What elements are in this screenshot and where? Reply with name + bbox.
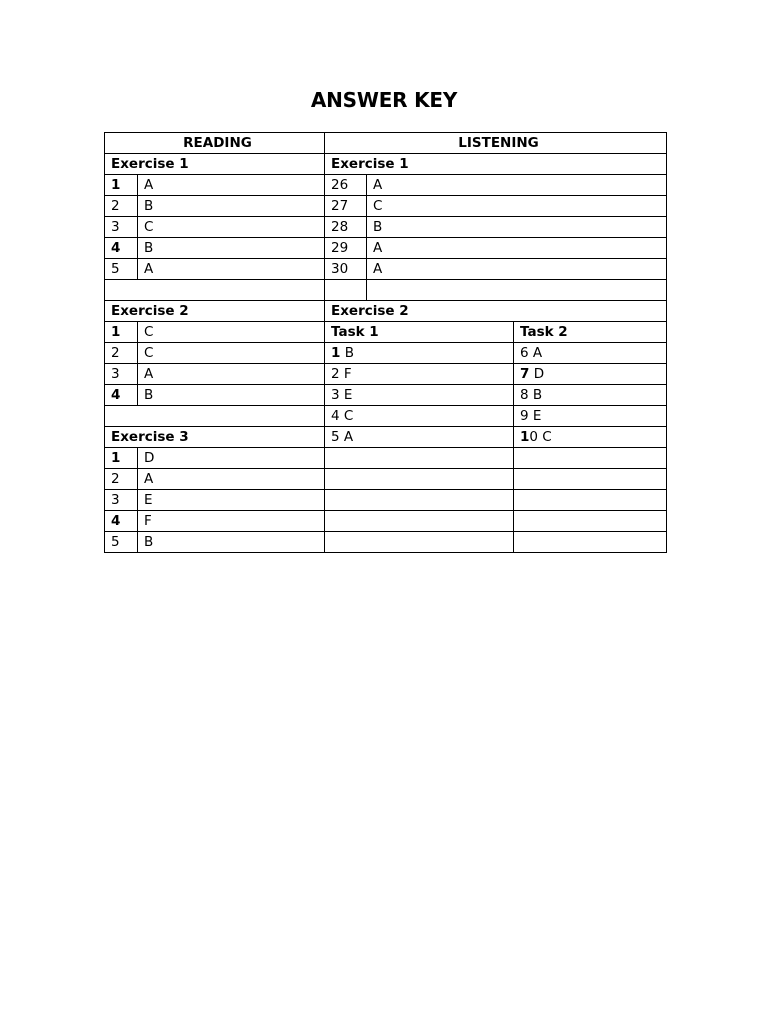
reading-ex3-answer: E: [138, 490, 325, 511]
reading-header: READING: [105, 133, 325, 154]
table-row: [105, 406, 667, 427]
table-row: [105, 259, 667, 280]
listening-task1-answer: [325, 427, 514, 448]
reading-ex2-answer: C: [138, 343, 325, 364]
answer-key-table: [104, 132, 667, 553]
listening-task2-answer: [514, 427, 667, 448]
listening-ex1-answer: A: [367, 238, 667, 259]
reading-ex3-num: 3: [105, 490, 138, 511]
listening-task2-label: Task 2: [514, 322, 667, 343]
listening-ex1-num: 30: [325, 259, 367, 280]
task2-ans: A: [532, 345, 543, 361]
empty-cell: [325, 469, 514, 490]
reading-ex3-num: 2: [105, 469, 138, 490]
table-row: [105, 490, 667, 511]
reading-ex1-num: 4: [105, 238, 138, 259]
empty-row: [105, 280, 667, 301]
reading-exercise3-label: Exercise 3: [105, 427, 325, 448]
reading-ex1-answer: C: [138, 217, 325, 238]
listening-task2-answer: [514, 406, 667, 427]
exercise1-label-row: [105, 154, 667, 175]
listening-task1-label: Task 1: [325, 322, 514, 343]
listening-exercise1-label: Exercise 1: [325, 154, 667, 175]
task1-ans: A: [343, 429, 354, 445]
table-row: [105, 343, 667, 364]
empty-cell: [367, 280, 667, 301]
listening-ex1-num: 27: [325, 196, 367, 217]
empty-cell: [325, 532, 514, 553]
task2-num: 7: [520, 366, 530, 382]
task1-ans: E: [343, 387, 353, 403]
listening-task2-answer: [514, 385, 667, 406]
task2-num: 8: [520, 387, 529, 403]
listening-task1-answer: [325, 406, 514, 427]
listening-task2-answer: [514, 364, 667, 385]
table-row: [105, 322, 667, 343]
section-header-row: [105, 133, 667, 154]
empty-cell: [514, 490, 667, 511]
reading-ex1-num: 2: [105, 196, 138, 217]
reading-ex2-num: 1: [105, 322, 138, 343]
reading-ex3-num: 4: [105, 511, 138, 532]
table-row: [105, 469, 667, 490]
reading-ex3-answer: D: [138, 448, 325, 469]
table-row: [105, 364, 667, 385]
reading-ex2-answer: C: [138, 322, 325, 343]
reading-ex3-answer: A: [138, 469, 325, 490]
reading-ex3-answer: F: [138, 511, 325, 532]
listening-exercise2-label: Exercise 2: [325, 301, 667, 322]
table-row: [105, 217, 667, 238]
empty-cell: [105, 280, 325, 301]
reading-ex3-num: 1: [105, 448, 138, 469]
task2-num: 6: [520, 345, 529, 361]
empty-cell: [105, 406, 325, 427]
task1-num: 5: [331, 429, 340, 445]
reading-ex1-answer: A: [138, 259, 325, 280]
listening-task1-answer: [325, 364, 514, 385]
listening-ex1-num: 28: [325, 217, 367, 238]
empty-cell: [514, 532, 667, 553]
reading-ex3-num: 5: [105, 532, 138, 553]
table-row: [105, 427, 667, 448]
listening-task2-answer: [514, 343, 667, 364]
table-row: [105, 511, 667, 532]
table-row: [105, 238, 667, 259]
reading-ex1-num: 3: [105, 217, 138, 238]
task1-ans: F: [343, 366, 352, 382]
table-row: [105, 385, 667, 406]
task2-ans: C: [542, 429, 552, 445]
task1-num: 1: [331, 345, 341, 361]
empty-cell: [514, 511, 667, 532]
reading-ex1-num: 1: [105, 175, 138, 196]
task2-ans: B: [532, 387, 543, 403]
table-row: [105, 175, 667, 196]
exercise2-label-row: [105, 301, 667, 322]
empty-cell: [325, 511, 514, 532]
listening-task1-answer: [325, 343, 514, 364]
listening-header: LISTENING: [325, 133, 667, 154]
task2-ans: E: [532, 408, 542, 424]
listening-ex1-answer: A: [367, 175, 667, 196]
empty-cell: [514, 469, 667, 490]
task1-num: 2: [331, 366, 340, 382]
listening-task1-answer: [325, 385, 514, 406]
table-row: [105, 196, 667, 217]
reading-ex1-answer: A: [138, 175, 325, 196]
reading-ex1-answer: B: [138, 238, 325, 259]
reading-ex1-answer: B: [138, 196, 325, 217]
reading-exercise1-label: Exercise 1: [105, 154, 325, 175]
task2-num: 9: [520, 408, 529, 424]
reading-ex2-num: 3: [105, 364, 138, 385]
task2-num: 10: [520, 429, 538, 445]
task1-ans: C: [343, 408, 354, 424]
reading-ex2-num: 4: [105, 385, 138, 406]
task1-num: 4: [331, 408, 340, 424]
reading-ex2-answer: A: [138, 364, 325, 385]
empty-cell: [325, 448, 514, 469]
reading-ex1-num: 5: [105, 259, 138, 280]
listening-ex1-answer: B: [367, 217, 667, 238]
task2-ans: D: [533, 366, 545, 382]
reading-ex2-answer: B: [138, 385, 325, 406]
listening-ex1-num: 26: [325, 175, 367, 196]
table-row: [105, 448, 667, 469]
empty-cell: [514, 448, 667, 469]
reading-ex2-num: 2: [105, 343, 138, 364]
reading-ex3-answer: B: [138, 532, 325, 553]
listening-ex1-answer: A: [367, 259, 667, 280]
empty-cell: [325, 490, 514, 511]
listening-ex1-answer: C: [367, 196, 667, 217]
reading-exercise2-label: Exercise 2: [105, 301, 325, 322]
task1-ans: B: [344, 345, 354, 361]
table-row: [105, 532, 667, 553]
task1-num: 3: [331, 387, 340, 403]
page-title: ANSWER KEY: [310, 88, 458, 112]
empty-cell: [325, 280, 367, 301]
listening-ex1-num: 29: [325, 238, 367, 259]
